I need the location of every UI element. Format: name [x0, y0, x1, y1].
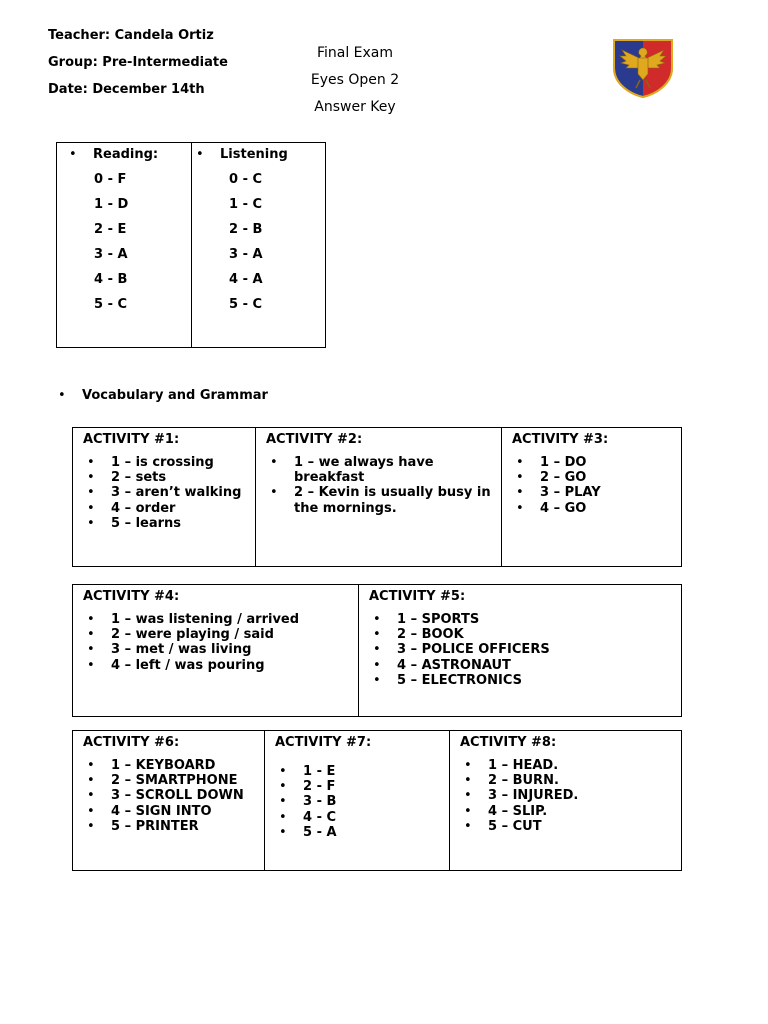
activity-answer: • 3 – INJURED. — [460, 788, 681, 803]
activity-4 — [73, 585, 358, 716]
reading-answer: 2 - E — [94, 222, 127, 237]
activity-title: ACTIVITY #2: — [266, 432, 363, 447]
activity-answer: • 1 – was listening / arrived — [83, 612, 358, 627]
activity-answer: • 1 - E — [275, 764, 449, 779]
activity-answer: • 5 – ELECTRONICS — [369, 673, 681, 688]
reading-label: • Reading: — [67, 147, 191, 162]
activities-row-3 — [72, 730, 682, 871]
title-line-2: Eyes Open 2 — [310, 72, 400, 88]
activity-answer: • 3 - B — [275, 794, 449, 809]
listening-answer: 0 - C — [229, 172, 263, 187]
activity-answer: • 2 – BOOK — [369, 627, 681, 642]
activity-title: ACTIVITY #7: — [275, 735, 372, 750]
reading-answer: 4 - B — [94, 272, 128, 287]
listening-label: • Listening — [194, 147, 325, 162]
activity-answer: • 2 – BURN. — [460, 773, 681, 788]
reading-listening-table — [56, 142, 326, 348]
activity-answer: • 1 – is crossing — [83, 455, 255, 470]
activity-answer: • 3 – POLICE OFFICERS — [369, 642, 681, 657]
activity-answer: • 5 – PRINTER — [83, 819, 264, 834]
activity-answer: • 4 – ASTRONAUT — [369, 658, 681, 673]
activity-answer: • 2 - F — [275, 779, 449, 794]
activity-answer: • 2 – GO — [512, 470, 681, 485]
activity-2 — [255, 428, 501, 566]
activity-answer: • 1 – SPORTS — [369, 612, 681, 627]
activity-answer: • 5 – CUT — [460, 819, 681, 834]
activity-answer: • 4 – order — [83, 501, 255, 516]
activity-answer: • 1 – HEAD. — [460, 758, 681, 773]
listening-answer: 4 - A — [229, 272, 263, 287]
activity-answer: • 2 – Kevin is usually busy in the mornings. — [266, 485, 495, 515]
activity-title: ACTIVITY #8: — [460, 735, 557, 750]
activity-answer: • 5 - A — [275, 825, 449, 840]
activity-5 — [358, 585, 681, 716]
activity-answer: • 5 – learns — [83, 516, 255, 531]
activity-answer: • 4 – SLIP. — [460, 804, 681, 819]
activity-answer: • 1 – DO — [512, 455, 681, 470]
activity-8 — [449, 731, 681, 870]
activity-answer: • 3 – SCROLL DOWN — [83, 788, 264, 803]
activity-answer: • 4 – GO — [512, 501, 681, 516]
activity-title: ACTIVITY #3: — [512, 432, 609, 447]
group-name: Group: Pre-Intermediate — [48, 55, 228, 70]
listening-answer: 5 - C — [229, 297, 263, 312]
activity-answer: • 3 – PLAY — [512, 485, 681, 500]
activity-answer: • 2 – SMARTPHONE — [83, 773, 264, 788]
activity-answer: • 3 – met / was living — [83, 642, 358, 657]
activity-answer: • 4 – SIGN INTO — [83, 804, 264, 819]
school-crest-logo — [612, 38, 674, 98]
activity-answer: • 2 – were playing / said — [83, 627, 358, 642]
reading-column — [57, 143, 191, 347]
activity-title: ACTIVITY #1: — [83, 432, 180, 447]
activity-answer: • 2 – sets — [83, 470, 255, 485]
activity-answer: • 1 – we always have breakfast — [266, 455, 495, 485]
listening-column — [191, 143, 325, 347]
activity-1 — [73, 428, 255, 566]
listening-answer: 1 - C — [229, 197, 263, 212]
activities-row-1 — [72, 427, 682, 567]
document-title — [290, 40, 420, 121]
activity-3 — [501, 428, 681, 566]
title-line-1: Final Exam — [316, 45, 394, 61]
activity-title: ACTIVITY #5: — [369, 589, 466, 604]
activity-answer: • 3 – aren’t walking — [83, 485, 255, 500]
reading-answer: 5 - C — [94, 297, 128, 312]
teacher-name: Teacher: Candela Ortiz — [48, 28, 214, 43]
header-info — [48, 28, 228, 109]
activity-title: ACTIVITY #4: — [83, 589, 180, 604]
activity-answer: • 4 - C — [275, 810, 449, 825]
activity-answer: • 4 – left / was pouring — [83, 658, 358, 673]
activity-answer: • 1 – KEYBOARD — [83, 758, 264, 773]
listening-answer: 3 - A — [229, 247, 263, 262]
reading-answer: 1 - D — [94, 197, 129, 212]
activities-row-2 — [72, 584, 682, 717]
exam-date: Date: December 14th — [48, 82, 205, 97]
activity-7 — [264, 731, 449, 870]
section-title: • Vocabulary and Grammar — [56, 388, 268, 403]
activity-6 — [73, 731, 264, 870]
activity-title: ACTIVITY #6: — [83, 735, 180, 750]
listening-answer: 2 - B — [229, 222, 263, 237]
reading-answer: 3 - A — [94, 247, 128, 262]
reading-answer: 0 - F — [94, 172, 127, 187]
title-line-3: Answer Key — [314, 99, 396, 115]
